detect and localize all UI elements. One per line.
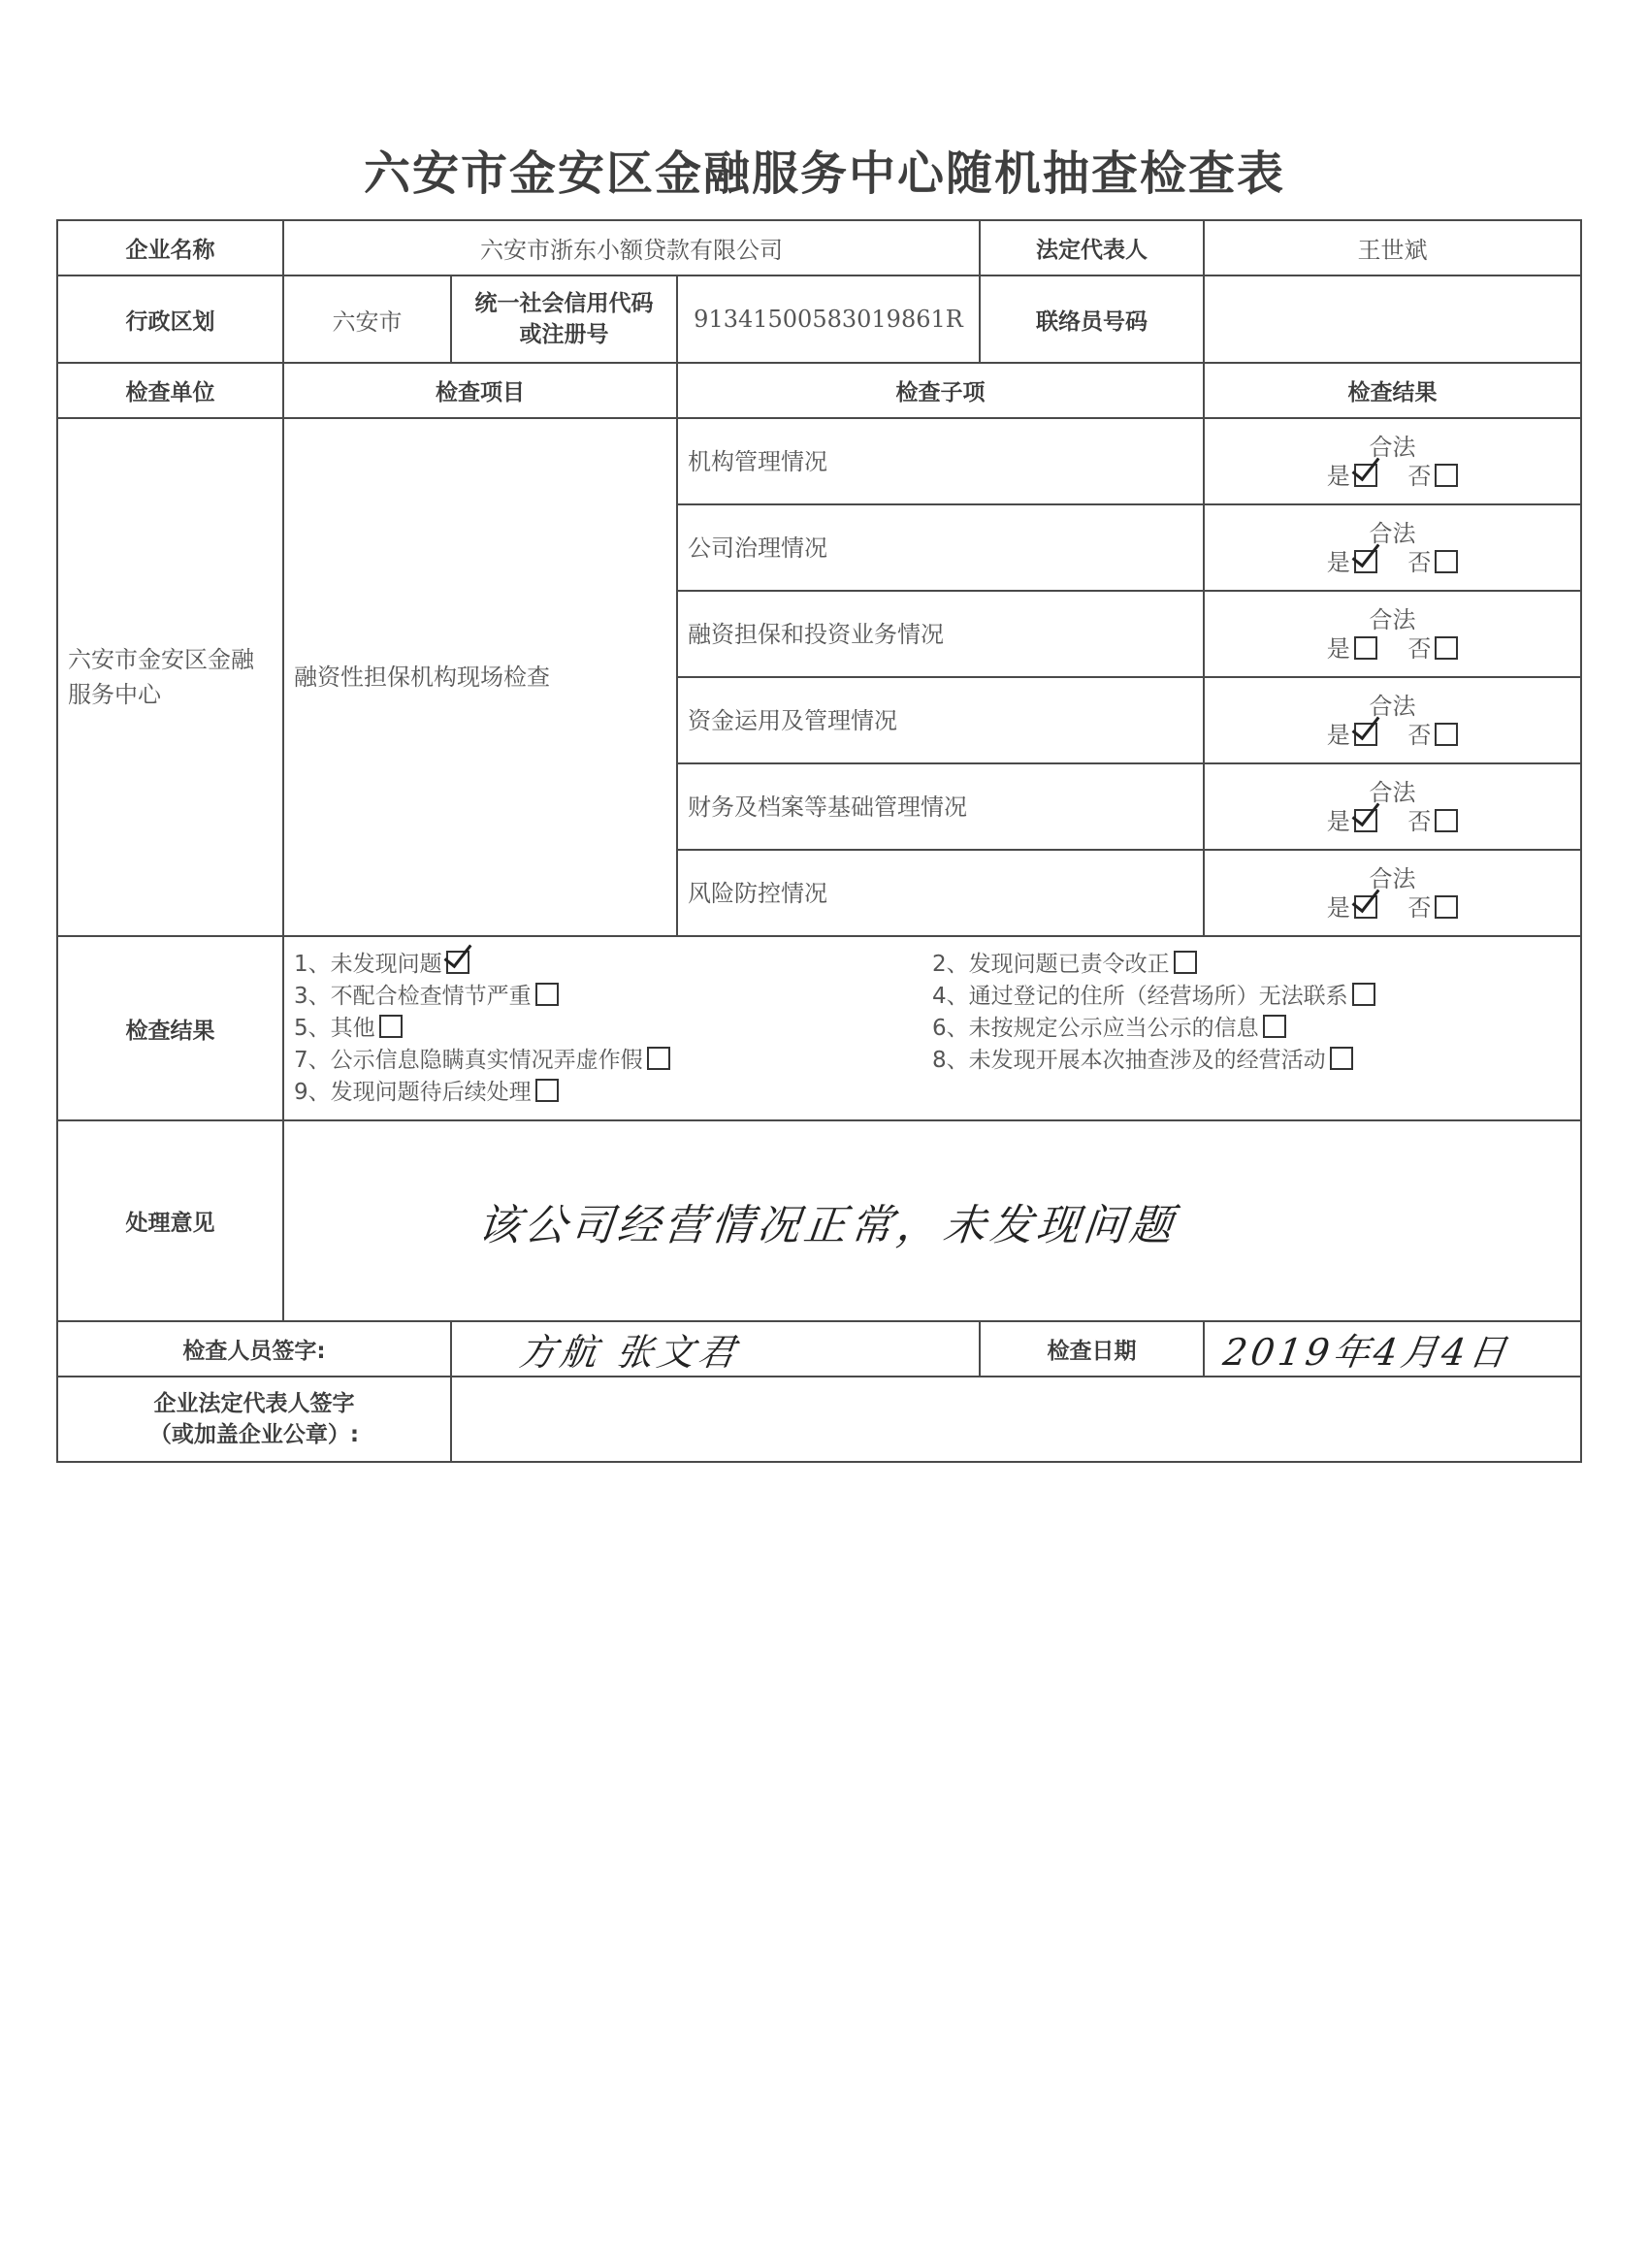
result-option-text: 2、发现问题已责令改正 (932, 951, 1170, 977)
result-option (294, 949, 932, 981)
result-option-text: 6、未按规定公示应当公示的信息 (932, 1015, 1259, 1041)
subitem-result (1204, 418, 1581, 504)
opinion-handwritten: 该公司经营情况正常，未发现问题 (474, 1200, 1180, 1250)
rep-sign-label-line2: （或加盖企业公章）: (148, 1422, 360, 1447)
result-checkbox[interactable] (535, 1079, 559, 1102)
results-label: 检查结果 (57, 936, 283, 1120)
inspection-date-label: 检查日期 (980, 1321, 1204, 1377)
company-name-value: 六安市浙东小额贷款有限公司 (283, 220, 980, 275)
result-option-text: 7、公示信息隐瞒真实情况弄虚作假 (294, 1047, 643, 1073)
inspection-date-value: 2019年4月4日 (1220, 1331, 1513, 1374)
region-value: 六安市 (283, 275, 451, 363)
rep-sign-cell (451, 1377, 1581, 1462)
yes-label: 是 (1326, 634, 1350, 663)
result-option (932, 1045, 1570, 1077)
subitem-name: 公司治理情况 (677, 504, 1204, 591)
yes-checkbox[interactable] (1354, 723, 1377, 746)
page-title: 六安市金安区金融服务中心随机抽查检查表 (363, 146, 1285, 201)
results-options (283, 936, 1581, 1120)
liaison-label: 联络员号码 (980, 275, 1204, 363)
col-header-unit: 检查单位 (57, 363, 283, 418)
yes-label: 是 (1326, 548, 1350, 576)
subitem-name: 融资担保和投资业务情况 (677, 591, 1204, 677)
rep-sign-label-line1: 企业法定代表人签字 (153, 1391, 355, 1416)
yes-checkbox[interactable] (1354, 550, 1377, 573)
subitem-name: 风险防控情况 (677, 850, 1204, 936)
rep-sign-label (57, 1377, 451, 1462)
no-checkbox[interactable] (1435, 550, 1458, 573)
yes-label: 是 (1326, 807, 1350, 835)
company-name-label: 企业名称 (57, 220, 283, 275)
subitem-result (1204, 677, 1581, 763)
inspection-date-cell (1204, 1321, 1581, 1377)
yes-checkbox[interactable] (1354, 895, 1377, 919)
subitem-result (1204, 763, 1581, 850)
subitem-result (1204, 850, 1581, 936)
no-label: 否 (1407, 807, 1432, 835)
opinion-value-cell (283, 1120, 1581, 1321)
col-header-item: 检查项目 (283, 363, 677, 418)
inspection-form (56, 219, 1580, 1459)
region-label: 行政区划 (57, 275, 283, 363)
inspection-item-value: 融资性担保机构现场检查 (283, 418, 677, 936)
legal-rep-label: 法定代表人 (980, 220, 1204, 275)
liaison-value (1204, 275, 1581, 363)
no-label: 否 (1407, 721, 1432, 749)
no-label: 否 (1407, 893, 1432, 922)
result-checkbox[interactable] (647, 1047, 670, 1070)
result-option (932, 949, 1570, 981)
result-checkbox[interactable] (1352, 983, 1375, 1006)
legal-label: 合法 (1369, 778, 1416, 806)
subitem-name: 财务及档案等基础管理情况 (677, 763, 1204, 850)
yes-label: 是 (1326, 893, 1350, 922)
legal-label: 合法 (1369, 605, 1416, 633)
inspector-sign-label: 检查人员签字: (57, 1321, 451, 1377)
result-checkbox[interactable] (1174, 951, 1197, 974)
form-table (56, 219, 1582, 1463)
result-option-text: 4、通过登记的住所（经营场所）无法联系 (932, 983, 1348, 1009)
subitem-name: 资金运用及管理情况 (677, 677, 1204, 763)
legal-label: 合法 (1369, 433, 1416, 461)
yes-label: 是 (1326, 462, 1350, 490)
result-option-text: 1、未发现问题 (294, 951, 442, 977)
result-option-text: 5、其他 (294, 1015, 375, 1041)
subitem-result (1204, 504, 1581, 591)
legal-rep-value: 王世斌 (1204, 220, 1581, 275)
legal-label: 合法 (1369, 692, 1416, 720)
result-checkbox[interactable] (535, 983, 559, 1006)
result-option-text: 9、发现问题待后续处理 (294, 1079, 532, 1105)
credit-code-label (451, 275, 677, 363)
inspector-sign-cell (451, 1321, 980, 1377)
result-option-text: 3、不配合检查情节严重 (294, 983, 532, 1009)
opinion-label: 处理意见 (57, 1120, 283, 1321)
result-option (294, 981, 932, 1013)
no-checkbox[interactable] (1435, 636, 1458, 660)
no-checkbox[interactable] (1435, 723, 1458, 746)
result-checkbox[interactable] (1330, 1047, 1353, 1070)
no-label: 否 (1407, 548, 1432, 576)
no-checkbox[interactable] (1435, 895, 1458, 919)
result-option (294, 1013, 932, 1045)
col-header-result: 检查结果 (1204, 363, 1581, 418)
subitem-row (57, 418, 1581, 504)
legal-label: 合法 (1369, 864, 1416, 892)
col-header-subitem: 检查子项 (677, 363, 1204, 418)
yes-checkbox[interactable] (1354, 809, 1377, 832)
result-option-text: 8、未发现开展本次抽查涉及的经营活动 (932, 1047, 1326, 1073)
result-option (294, 1077, 934, 1109)
result-option (294, 1045, 932, 1077)
no-label: 否 (1407, 634, 1432, 663)
yes-checkbox[interactable] (1354, 464, 1377, 487)
credit-code-value: 91341500583019861R (677, 275, 980, 363)
yes-checkbox[interactable] (1354, 636, 1377, 660)
subitem-name: 机构管理情况 (677, 418, 1204, 504)
legal-label: 合法 (1369, 519, 1416, 547)
yes-label: 是 (1326, 721, 1350, 749)
check-mark-icon (443, 937, 471, 967)
result-option (932, 1013, 1570, 1045)
no-checkbox[interactable] (1435, 464, 1458, 487)
result-checkbox[interactable] (446, 951, 469, 974)
subitem-result (1204, 591, 1581, 677)
inspector-signature: 方航 张文君 (516, 1331, 742, 1374)
credit-code-label-line2: 或注册号 (519, 322, 609, 347)
result-option (932, 981, 1570, 1013)
no-checkbox[interactable] (1435, 809, 1458, 832)
credit-code-label-line1: 统一社会信用代码 (474, 291, 654, 316)
no-label: 否 (1407, 462, 1432, 490)
inspection-unit-value: 六安市金安区金融服务中心 (57, 418, 283, 936)
result-checkbox[interactable] (379, 1015, 403, 1038)
result-checkbox[interactable] (1263, 1015, 1286, 1038)
